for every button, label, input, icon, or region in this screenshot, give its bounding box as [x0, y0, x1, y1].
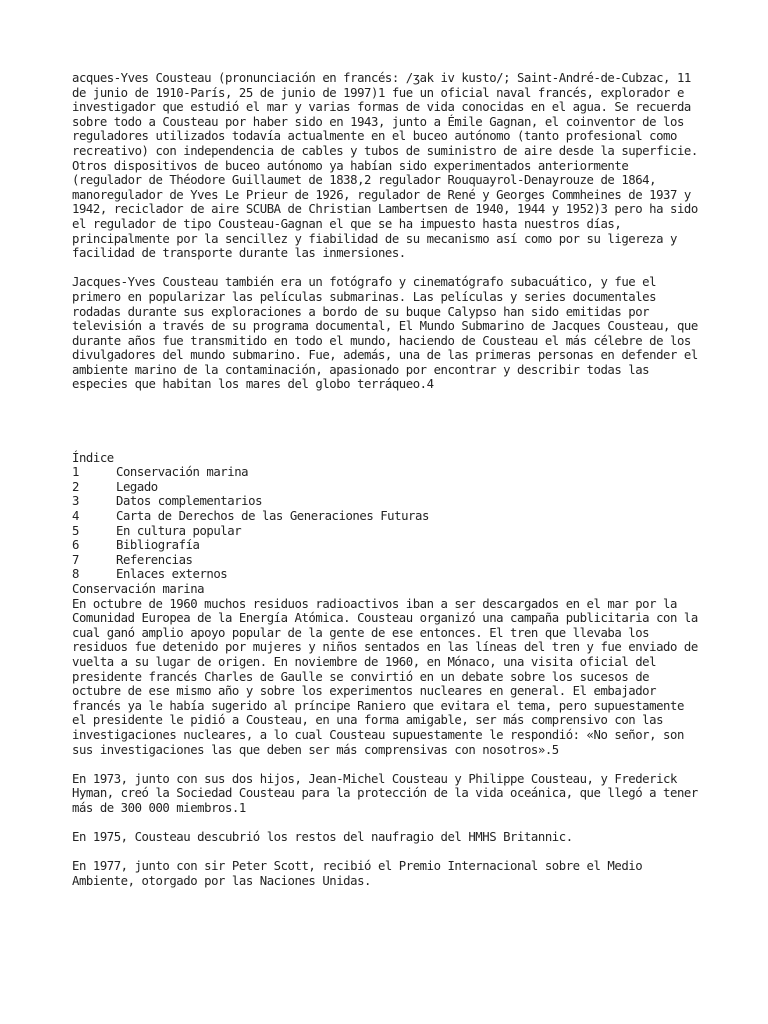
document-page [72, 71, 705, 903]
toc-item-label: Bibliografía [116, 538, 200, 553]
toc-item-label: Enlaces externos [116, 567, 228, 582]
section-paragraph: En octubre de 1960 muchos residuos radioactivos iban a ser descargados en el mar por la Comunidad Europea de la Energía Atómica. Cousteau organizó una campaña publicitaria con la cual ganó amplio apoyo popular de la gente de ese entonces. El tren que llevaba los residuos fue detenido por mujeres y niños sentados en las líneas del tren y fue enviado de vuelta a su lugar de origen. En noviembre de 1960, en Mónaco, una visita oficial del presidente francés Charles de Gaulle se convirtió en un debate sobre los sucesos de octubre de ese mismo año y sobre los experimentos nucleares en general. El embajador francés ya le había sugerido al príncipe Raniero que evitara el tema, pero supuestamente el presidente le pidió a Cousteau, en una forma amigable, ser más comprensivo con las investigaciones nucleares, a lo cual Cousteau supuestamente le respondió: «No señor, son sus investigaciones las que deben ser más comprensivas con nosotros».5 [72, 596, 698, 757]
table-of-contents [72, 451, 702, 582]
toc-heading: Índice [72, 450, 114, 465]
toc-item[interactable] [72, 553, 702, 568]
toc-item-number: 8 [72, 567, 79, 582]
toc-item[interactable] [72, 494, 702, 509]
toc-item-number: 3 [72, 494, 79, 509]
toc-item-number: 6 [72, 538, 79, 553]
section-heading: Conservación marina [72, 582, 205, 596]
toc-item-number: 1 [72, 465, 79, 480]
intro-paragraph-2: Jacques-Yves Cousteau también era un fotógrafo y cinematógrafo subacuático, y fue el primero en popularizar las películas submarinas. Las películas y series documentales rodadas durante sus exploraciones a bordo de su buque Calypso han sido emitidas por televisión a través de su programa documental, El Mundo Submarino de Jacques Cousteau, que durante años fue transmitido en todo el mundo, haciendo de Cousteau el más célebre de los divulgadores del mundo submarino. Fue, además, una de las primeras personas en defender el ambiente marino de la contaminación, apasionado por encontrar y describir todas las especies que habitan los mares del globo terráqueo.4 [72, 275, 705, 392]
toc-item[interactable] [72, 567, 702, 582]
section-conservacion-marina [72, 582, 702, 888]
toc-item-label: Conservación marina [116, 465, 249, 480]
toc-item-number: 7 [72, 552, 79, 567]
intro-paragraph-1: acques-Yves Cousteau (pronunciación en francés: /ʒak iv kusto/; Saint-André-de-Cubzac, 11 de junio de 1910-París, 25 de junio de 1997)1 fue un oficial naval francés, explorador e investigador que estudió el mar y varias formas de vida conocidas en el agua. Se recuerda sobre todo a Cousteau por haber sido en 1943, junto a Émile Gagnan, el coinventor de los reguladores utilizados todavía actualmente en el buceo autónomo (tanto profesional como recreativo) con independencia de cables y tubos de suministro de aire desde la superficie. Otros dispositivos de buceo autónomo ya habían sido experimentados anteriormente (regulador de Théodore Guillaumet de 1838,2 regulador Rouquayrol-Denayrouze de 1864, manoregulador de Yves Le Prieur de 1926, regulador de René y Georges Commheines de 1937 y 1942, reciclador de aire SCUBA de Christian Lambertsen de 1940, 1944 y 1952)3 pero ha sido el regulador de tipo Cousteau-Gagnan el que se ha impuesto hasta nuestros días, principalmente por la sencillez y fiabilidad de su mecanismo así como por su ligereza y facilidad de transporte durante las inmersiones. [72, 71, 705, 261]
toc-item-label: Legado [116, 479, 158, 494]
section-paragraph: En 1975, Cousteau descubrió los restos del naufragio del HMHS Britannic. [72, 830, 573, 845]
toc-item[interactable] [72, 538, 702, 553]
toc-item-label: Referencias [116, 552, 193, 567]
toc-item-label: Datos complementarios [116, 494, 263, 509]
toc-item[interactable] [72, 509, 702, 524]
toc-item-label: Carta de Derechos de las Generaciones Futuras [116, 509, 429, 524]
toc-item-number: 5 [72, 523, 79, 538]
toc-item[interactable] [72, 480, 702, 495]
spacer [72, 407, 702, 451]
toc-item-label: En cultura popular [116, 523, 242, 538]
section-paragraph: En 1977, junto con sir Peter Scott, recibió el Premio Internacional sobre el Medio Ambiente, otorgado por las Naciones Unidas. [72, 859, 643, 888]
toc-item-number: 2 [72, 479, 79, 494]
section-paragraph: En 1973, junto con sus dos hijos, Jean-Michel Cousteau y Philippe Cousteau, y Frederick Hyman, creó la Sociedad Cousteau para la protección de la vida oceánica, que llegó a tener más de 300 000 miembros.1 [72, 771, 698, 815]
toc-item-number: 4 [72, 509, 79, 524]
toc-item[interactable] [72, 524, 702, 539]
toc-item[interactable] [72, 465, 702, 480]
